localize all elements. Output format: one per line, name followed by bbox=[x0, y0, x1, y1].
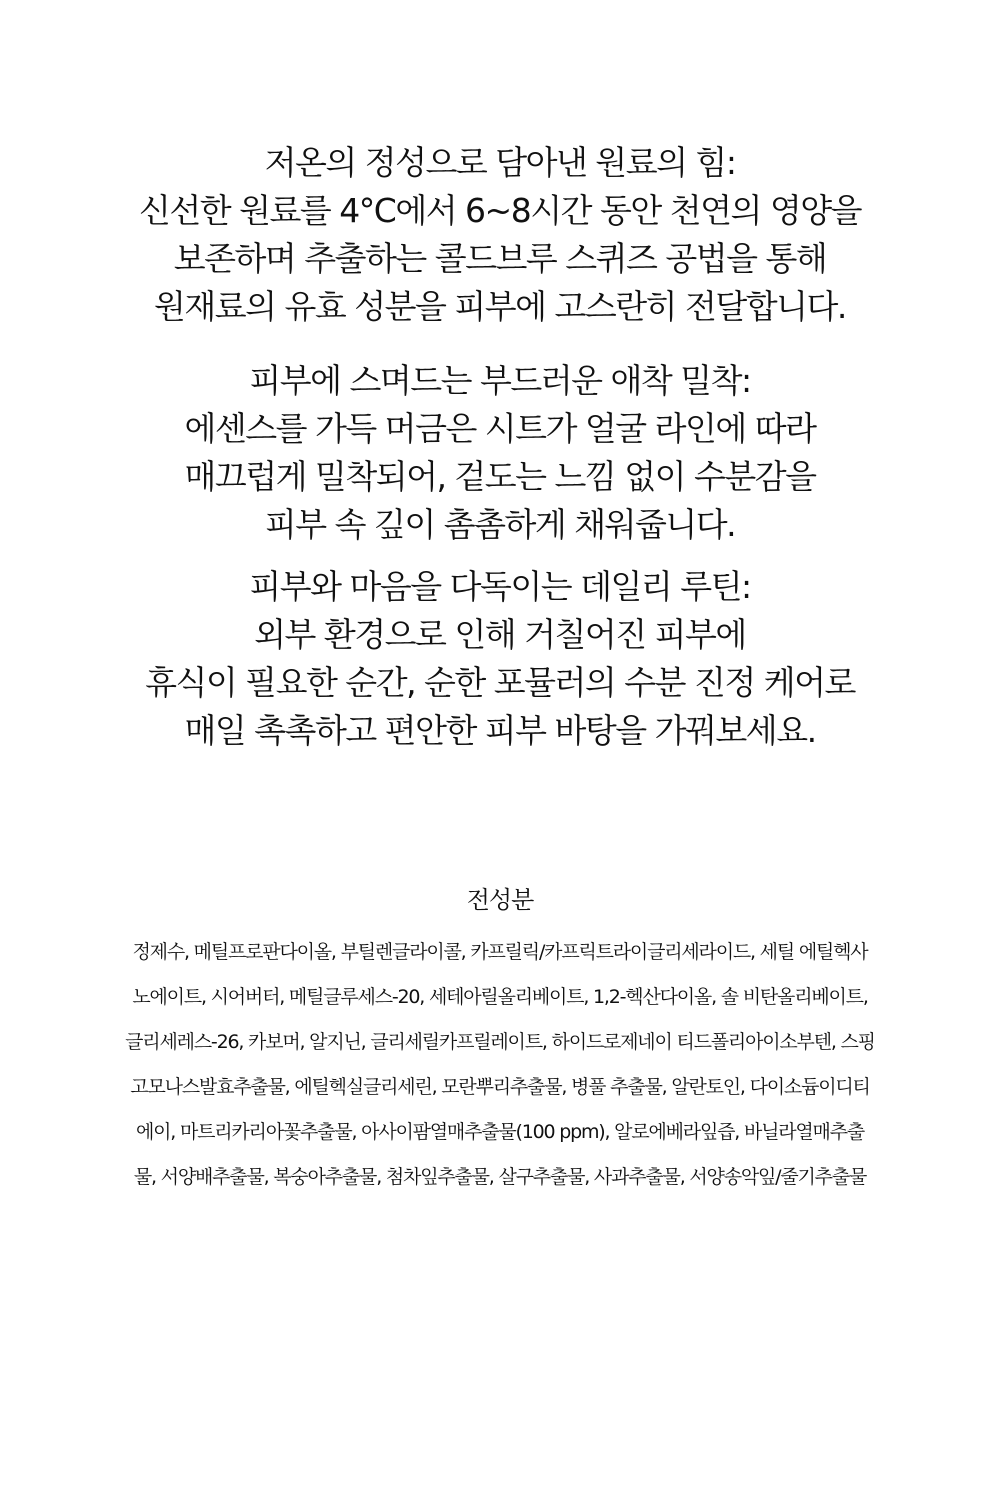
ingredients-line: 고모나스발효추출물, 에틸헥실글리세린, 모란뿌리추출물, 병풀 추출물, 알란토인, 다이소듐이디티 bbox=[130, 1076, 870, 1098]
ingredients-list bbox=[40, 930, 960, 1200]
ingredients-title: 전성분 bbox=[466, 886, 534, 914]
feature-text-line: 신선한 원료를 4°C에서 6~8시간 동안 천연의 영양을 bbox=[139, 191, 861, 230]
ingredients-line: 노에이트, 시어버터, 메틸글루세스-20, 세테아릴올리베이트, 1,2-헥산다이올, 솔 비탄올리베이트, bbox=[132, 986, 868, 1008]
ingredients-line: 정제수, 메틸프로판다이올, 부틸렌글라이콜, 카프릴릭/카프릭트라이글리세라이드, 세틸 에틸헥사 bbox=[132, 941, 868, 963]
feature-adhesion bbox=[0, 357, 1000, 549]
ingredients-section bbox=[40, 880, 960, 1200]
feature-text-line: 보존하며 추출하는 콜드브루 스퀴즈 공법을 통해 bbox=[173, 239, 827, 278]
ingredients-line: 에이, 마트리카리아꽃추출물, 아사이팜열매추출물(100 ppm), 알로에베라잎즙, 바닐라열매추출 bbox=[135, 1121, 865, 1143]
feature-cold-brew bbox=[0, 139, 1000, 331]
feature-heading: 저온의 정성으로 담아낸 원료의 힘: bbox=[264, 143, 736, 182]
feature-heading: 피부에 스며드는 부드러운 애착 밀착: bbox=[249, 361, 751, 400]
feature-text-line: 피부 속 깊이 촘촘하게 채워줍니다. bbox=[264, 505, 736, 544]
ingredients-line: 물, 서양배추출물, 복숭아추출물, 첨차잎추출물, 살구추출물, 사과추출물, 서양송악잎/줄기추출물 bbox=[133, 1166, 867, 1188]
ingredients-line: 글리세레스-26, 카보머, 알지닌, 글리세릴카프릴레이트, 하이드로제네이 티드폴리아이소부텐, 스핑 bbox=[125, 1031, 875, 1053]
feature-daily-routine bbox=[0, 563, 1000, 755]
feature-text-line: 매일 촉촉하고 편안한 피부 바탕을 가꿔보세요. bbox=[184, 711, 816, 750]
feature-text-line: 외부 환경으로 인해 거칠어진 피부에 bbox=[254, 615, 746, 654]
feature-text-line: 에센스를 가득 머금은 시트가 얼굴 라인에 따라 bbox=[184, 409, 816, 448]
feature-text-line: 휴식이 필요한 순간, 순한 포뮬러의 수분 진정 케어로 bbox=[145, 663, 855, 702]
feature-heading: 피부와 마음을 다독이는 데일리 루틴: bbox=[249, 567, 751, 606]
feature-text-line: 원재료의 유효 성분을 피부에 고스란히 전달합니다. bbox=[154, 287, 846, 326]
feature-text-line: 매끄럽게 밀착되어, 겉도는 느낌 없이 수분감을 bbox=[184, 457, 816, 496]
